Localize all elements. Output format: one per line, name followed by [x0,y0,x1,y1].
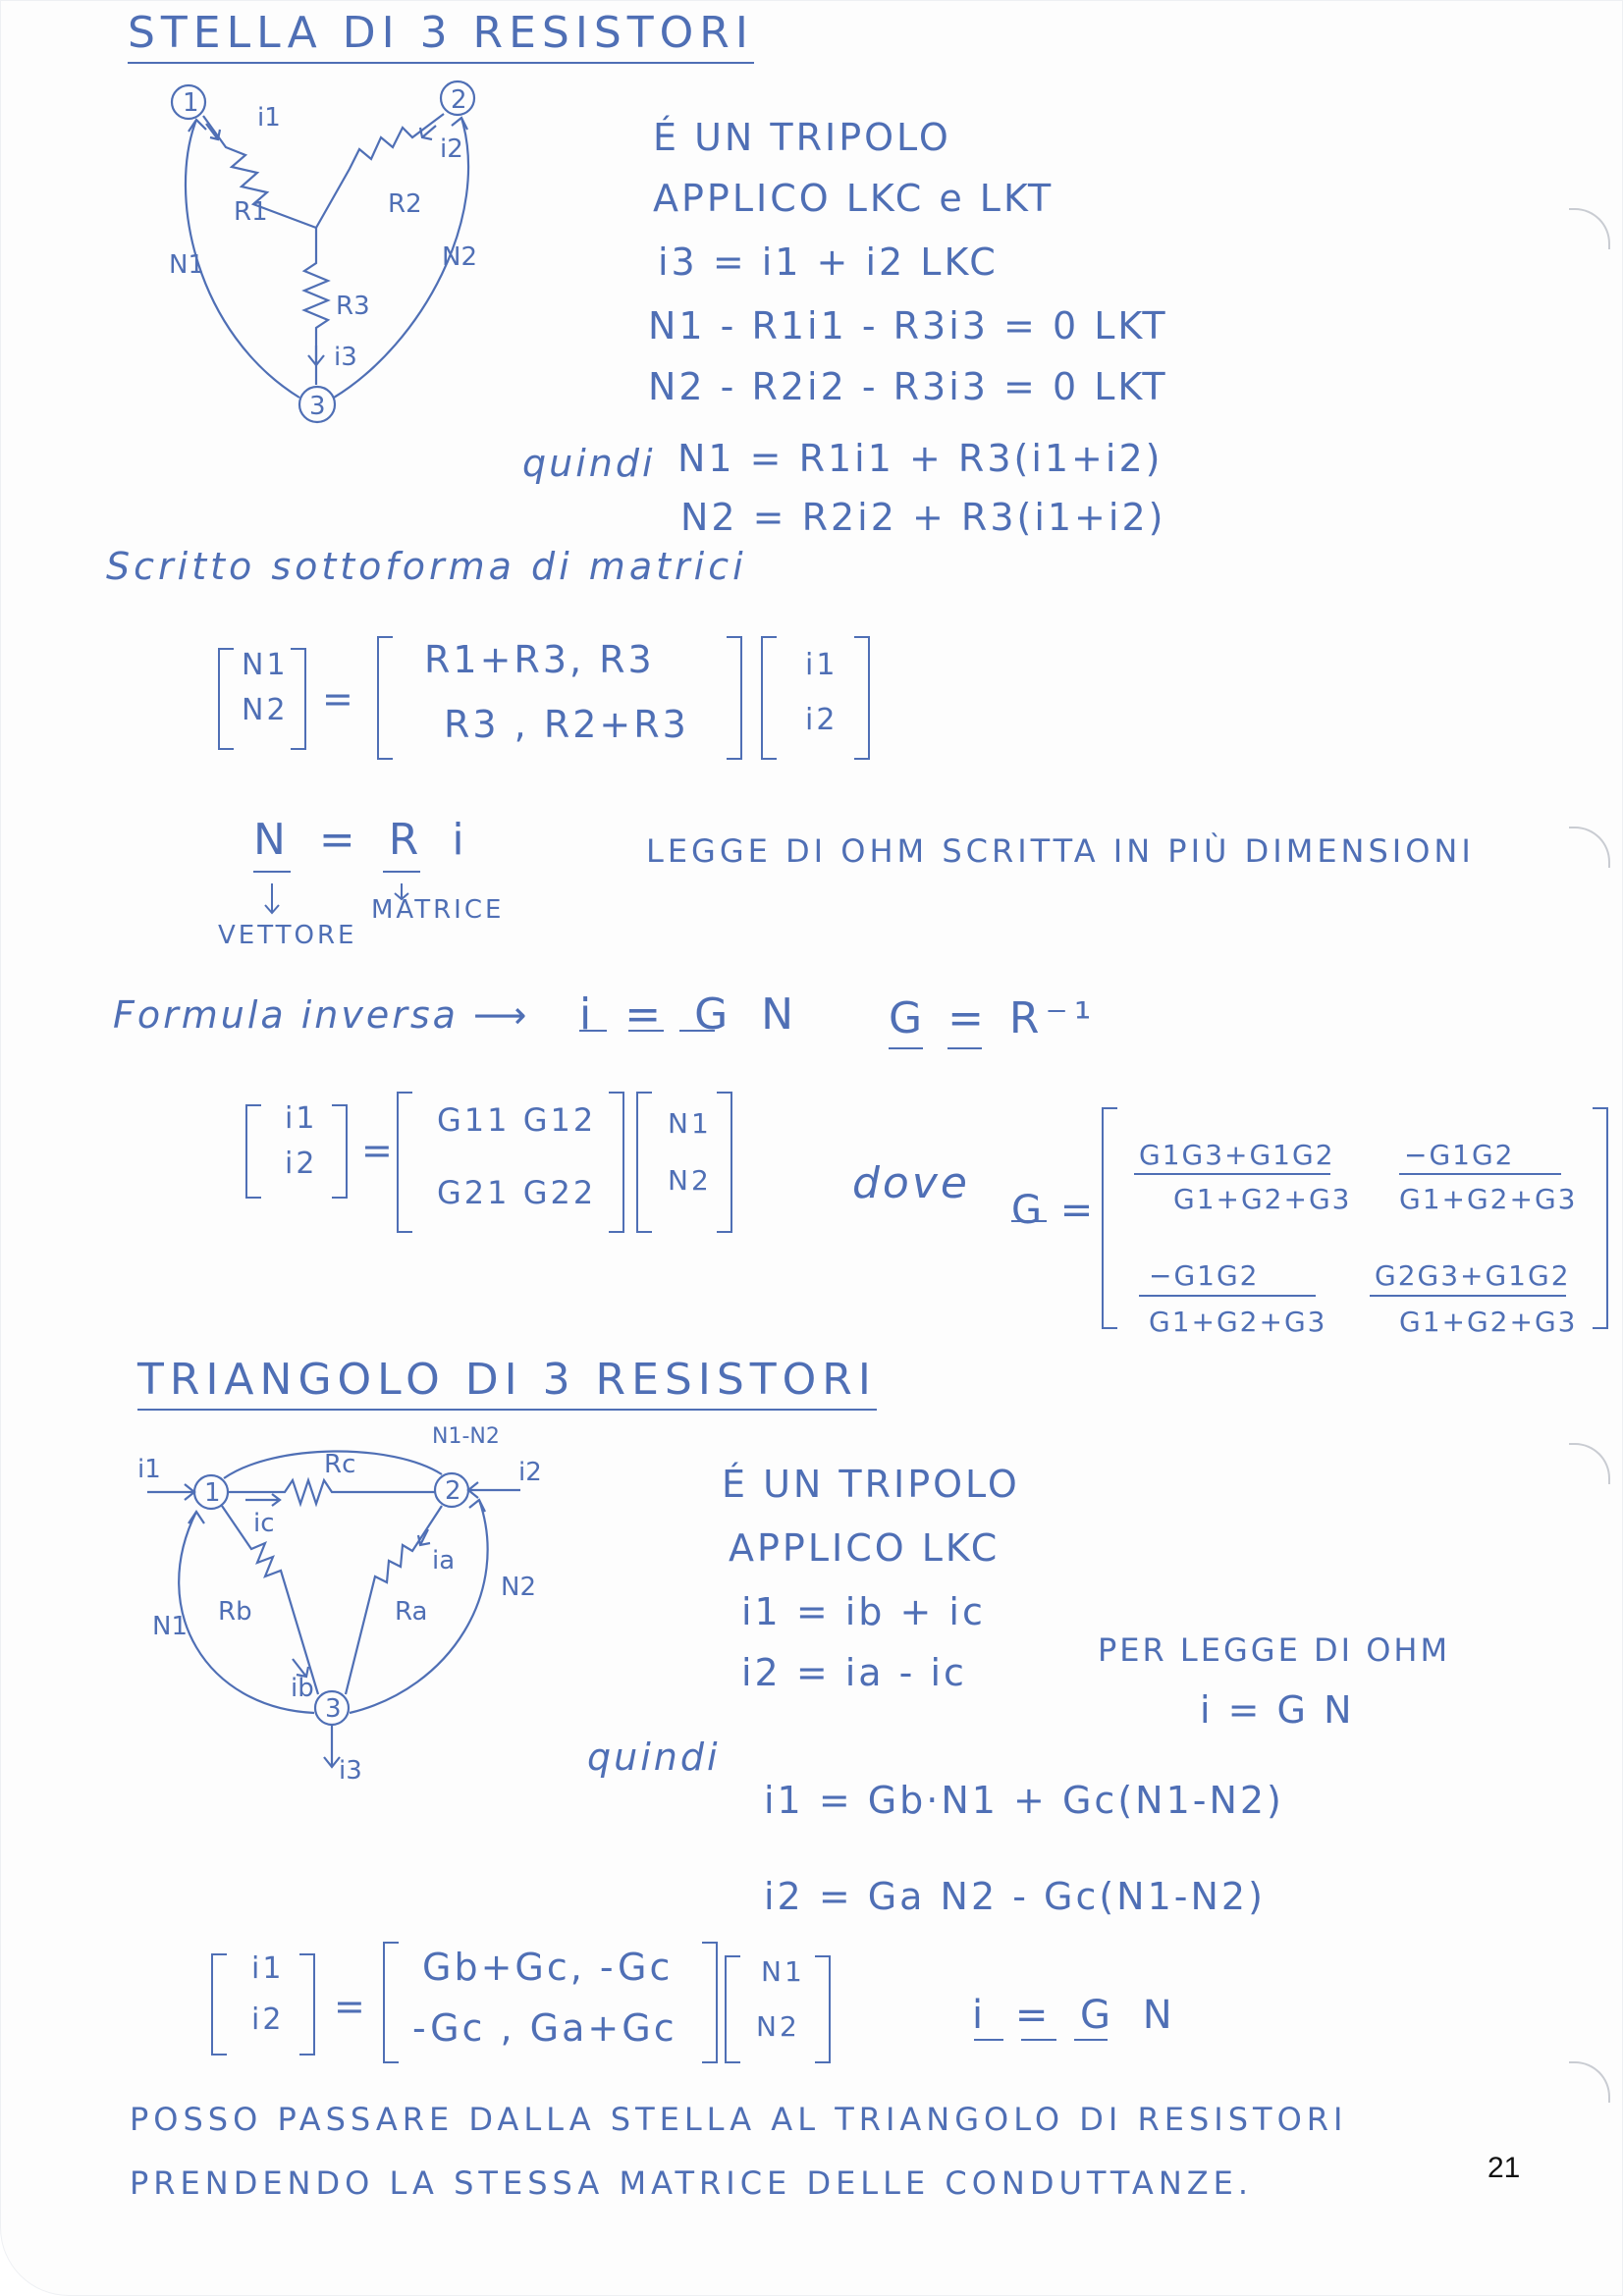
svg-text:N1: N1 [152,1612,188,1641]
vettore-label: VETTORE [218,921,357,950]
arrow-i1 [147,1484,194,1500]
vector-n1: N1 [242,648,289,682]
svg-text:i3: i3 [334,343,357,372]
arrow-i2 [420,126,436,139]
inverse-intro: Formula inversa ⟶ [113,993,530,1037]
star-equation-n2: N2 = R2i2 + R3(i1+i2) [680,496,1166,539]
g-definition: G = R⁻¹ [889,993,1098,1043]
matrix-bracket [383,1942,399,2063]
arrow-i3 [324,1725,340,1767]
ohm-note-equation: i = G N [1200,1688,1355,1732]
triangle-statement: i2 = ia - ic [741,1651,967,1694]
star-statement: APPLICO LKC e LKT [653,177,1055,220]
svg-text:ia: ia [432,1546,456,1575]
svg-text:Rc: Rc [324,1450,356,1479]
triangle-statement: APPLICO LKC [729,1526,1001,1570]
arrow-i1 [206,124,220,139]
svg-text:N2: N2 [501,1573,536,1602]
matrix-g-row: Gb+Gc, -Gc [422,1946,674,1989]
vector-i1: i1 [285,1101,318,1136]
equals-sign: = [361,1129,396,1172]
vector-n1: N1 [761,1955,805,1988]
svg-text:R1: R1 [234,197,268,227]
svg-text:ic: ic [253,1509,275,1538]
vector-n2: N2 [756,2010,800,2043]
matrix-r-row: R3 , R2+R3 [444,703,689,746]
triangle-equation-i2: i2 = Ga N2 - Gc(N1-N2) [764,1875,1266,1918]
vector-n2: N2 [242,693,289,727]
matrix-bracket [1102,1107,1117,1329]
matrix-bracket [245,1104,261,1199]
g-entry-den: G1+G2+G3 [1149,1306,1327,1338]
quindi-label: quindi [587,1735,721,1779]
star-equation-n1: N1 = R1i1 + R3(i1+i2) [677,437,1163,480]
svg-text:3: 3 [309,392,326,421]
svg-text:2: 2 [445,1476,461,1506]
svg-text:Rb: Rb [218,1597,252,1627]
ohm-caption: LEGGE DI OHM SCRITTA IN PIÙ DIMENSIONI [646,832,1475,870]
matrix-g-row: -Gc , Ga+Gc [412,2006,677,2050]
svg-text:Ra: Ra [395,1597,428,1627]
g-matrix-label: G = [1011,1188,1097,1233]
matrix-bracket [702,1942,718,2063]
quindi-label: quindi [522,442,656,485]
g-entry-num: G1G3+G1G2 [1139,1139,1335,1171]
conclusion-line: PRENDENDO LA STESSA MATRICE DELLE CONDUTTANZE. [130,2164,1254,2202]
matrix-bracket [211,1953,227,2056]
svg-text:i2: i2 [440,134,463,164]
matrix-bracket [1593,1107,1608,1329]
matrix-bracket [609,1092,624,1233]
vector-i1: i1 [805,648,839,682]
vector-i1: i1 [251,1951,285,1986]
matrix-bracket [377,636,393,760]
svg-text:ib: ib [291,1674,314,1703]
g-entry-num: −G1G2 [1149,1259,1260,1292]
matrix-g-row: G21 G22 [437,1174,597,1211]
arrow-ic [245,1494,280,1506]
matrix-bracket [717,1092,732,1233]
svg-text:3: 3 [325,1694,342,1724]
matrix-bracket [299,1953,315,2056]
svg-text:R2: R2 [388,189,422,219]
star-statement: N1 - R1i1 - R3i3 = 0 LKT [648,304,1168,347]
vector-n1: N1 [668,1107,712,1140]
matrix-bracket [636,1092,652,1233]
conclusion-line: POSSO PASSARE DALLA STELLA AL TRIANGOLO DI RESISTORI [130,2101,1348,2138]
equals-sign: = [322,677,356,721]
inverse-equation: i = G N [579,989,804,1040]
matrix-bracket [761,636,777,760]
g-entry-den: G1+G2+G3 [1173,1183,1352,1215]
g-entry-num: −G1G2 [1404,1139,1515,1171]
vector-n2: N2 [668,1164,712,1197]
svg-text:1: 1 [183,88,199,118]
svg-text:N2: N2 [442,242,477,272]
matrix-intro: Scritto sottoforma di matrici [106,545,747,588]
matrix-g-row: G11 G12 [437,1101,597,1139]
svg-text:i2: i2 [518,1458,542,1487]
matrix-bracket [332,1104,348,1199]
svg-text:i1: i1 [257,103,281,133]
matrix-bracket [725,1955,740,2063]
star-statement: i3 = i1 + i2 LKC [658,240,999,284]
matrice-label: MATRICE [371,895,505,925]
svg-text:N1-N2: N1-N2 [432,1424,500,1449]
svg-text:i1: i1 [137,1455,161,1484]
triangle-title: TRIANGOLO DI 3 RESISTORI [137,1355,877,1411]
ohm-vector-law: N = R i [253,815,474,865]
triangle-statement: i1 = ib + ic [741,1590,986,1633]
svg-text:N1: N1 [169,250,204,280]
star-diagram [172,81,474,422]
equals-sign: = [334,1985,368,2028]
vector-i2: i2 [251,2002,285,2037]
matrix-bracket [854,636,870,760]
star-statement: É UN TRIPOLO [653,116,951,159]
svg-text:2: 2 [451,85,467,115]
matrix-bracket [291,648,306,750]
g-entry-den: G1+G2+G3 [1399,1306,1578,1338]
page-number: 21 [1488,2152,1521,2184]
matrix-bracket [815,1955,831,2063]
triangle-statement: É UN TRIPOLO [722,1463,1020,1506]
dove-label: dove [852,1158,970,1208]
resistor-r2 [316,114,444,228]
g-entry-num: G2G3+G1G2 [1375,1259,1571,1292]
triangle-diagram-labels [137,1424,542,1786]
svg-text:i3: i3 [339,1756,362,1786]
matrix-bracket [218,648,234,750]
arrow-i3 [308,346,324,365]
star-statement: N2 - R2i2 - R3i3 = 0 LKT [648,365,1168,408]
ohm-note: PER LEGGE DI OHM [1098,1631,1451,1669]
matrix-bracket [397,1092,412,1233]
triangle-equation-i1: i1 = Gb·N1 + Gc(N1-N2) [764,1779,1284,1822]
g-entry-den: G1+G2+G3 [1399,1183,1578,1215]
arrow-i2 [468,1482,520,1498]
star-title: STELLA DI 3 RESISTORI [128,8,754,64]
vector-i2: i2 [285,1147,318,1181]
svg-text:R3: R3 [336,292,370,321]
matrix-bracket [727,636,742,760]
svg-text:1: 1 [204,1478,221,1508]
vector-law: i = G N [972,1993,1182,2038]
matrix-r-row: R1+R3, R3 [424,638,655,681]
vector-i2: i2 [805,703,839,737]
